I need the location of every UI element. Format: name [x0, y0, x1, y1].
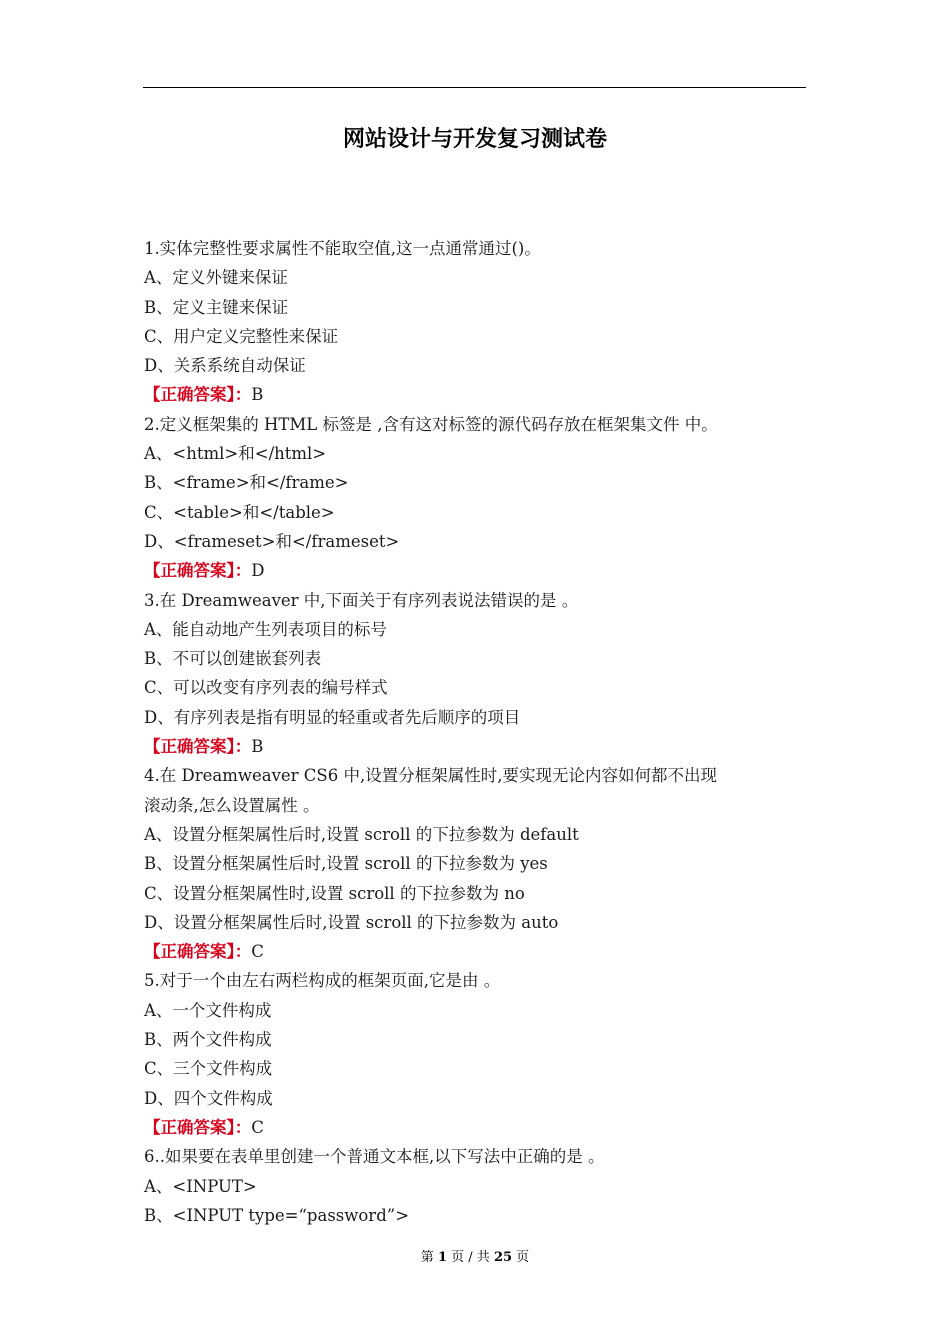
- answer-label: 【正确答案】：: [144, 942, 252, 962]
- option-a: A、一个文件构成: [144, 1000, 272, 1020]
- footer-middle: 页 / 共: [451, 1250, 490, 1265]
- answer-line: [144, 1113, 824, 1142]
- answer-value: C: [251, 1117, 264, 1137]
- option-b: B、不可以创建嵌套列表: [144, 649, 322, 669]
- answer-label: 【正确答案】：: [144, 561, 252, 581]
- option-a: A、设置分框架属性后时,设置 scroll 的下拉参数为 default: [144, 824, 579, 844]
- option-c: C、用户定义完整性来保证: [144, 326, 339, 346]
- option-a: A、<INPUT>: [144, 1176, 257, 1196]
- option-c: C、三个文件构成: [144, 1059, 273, 1079]
- answer-line: [144, 380, 824, 409]
- option-b: B、定义主键来保证: [144, 297, 289, 317]
- option-a: A、<html>和</html>: [144, 444, 327, 464]
- option-a: A、定义外键来保证: [144, 268, 288, 288]
- option-b: B、两个文件构成: [144, 1030, 272, 1050]
- option-b: B、<frame>和</frame>: [144, 473, 349, 493]
- question-stem: 2.定义框架集的 HTML 标签是 ,含有这对标签的源代码存放在框架集文件 中。: [144, 414, 718, 434]
- footer-prefix: 第: [420, 1250, 434, 1265]
- answer-value: B: [251, 385, 264, 405]
- option-d: D、有序列表是指有明显的轻重或者先后顺序的项目: [144, 707, 521, 727]
- footer-suffix: 页: [516, 1250, 530, 1265]
- question-stem: 1.实体完整性要求属性不能取空值,这一点通常通过()。: [144, 239, 541, 258]
- option-d: D、关系系统自动保证: [144, 356, 306, 376]
- question-stem: 6..如果要在表单里创建一个普通文本框,以下写法中正确的是 。: [144, 1147, 605, 1167]
- answer-line: [144, 556, 824, 585]
- option-b: B、设置分框架属性后时,设置 scroll 的下拉参数为 yes: [144, 854, 548, 874]
- question-stem: 3.在 Dreamweaver 中,下面关于有序列表说法错误的是 。: [144, 590, 579, 610]
- answer-label: 【正确答案】：: [144, 385, 252, 405]
- question-list: [144, 234, 824, 1230]
- option-d: D、四个文件构成: [144, 1088, 273, 1108]
- answer-line: [144, 937, 824, 966]
- answer-label: 【正确答案】：: [144, 1117, 252, 1137]
- answer-value: D: [251, 561, 265, 581]
- answer-label: 【正确答案】：: [144, 737, 252, 757]
- footer-total-pages: 25: [493, 1250, 513, 1265]
- question-stem-line-1: 4.在 Dreamweaver CS6 中,设置分框架属性时,要实现无论内容如何都不出现: [144, 766, 717, 786]
- page-footer: [0, 1246, 950, 1265]
- document-title: 网站设计与开发复习测试卷: [342, 126, 607, 152]
- answer-line: [144, 732, 824, 761]
- answer-value: B: [251, 737, 264, 757]
- option-b: B、<INPUT type=“password”>: [144, 1205, 410, 1225]
- option-c: C、设置分框架属性时,设置 scroll 的下拉参数为 no: [144, 883, 525, 903]
- option-c: C、<table>和</table>: [144, 502, 335, 522]
- footer-page-number: 1: [437, 1250, 447, 1265]
- header-rule: [143, 87, 806, 88]
- option-a: A、能自动地产生列表项目的标号: [144, 619, 387, 639]
- option-c: C、可以改变有序列表的编号样式: [144, 678, 388, 698]
- question-stem-line-2: 滚动条,怎么设置属性 。: [144, 795, 320, 815]
- question-stem: 5.对于一个由左右两栏构成的框架页面,它是由 。: [144, 971, 501, 991]
- option-d: D、<frameset>和</frameset>: [144, 531, 400, 551]
- option-d: D、设置分框架属性后时,设置 scroll 的下拉参数为 auto: [144, 912, 559, 932]
- answer-value: C: [251, 942, 264, 962]
